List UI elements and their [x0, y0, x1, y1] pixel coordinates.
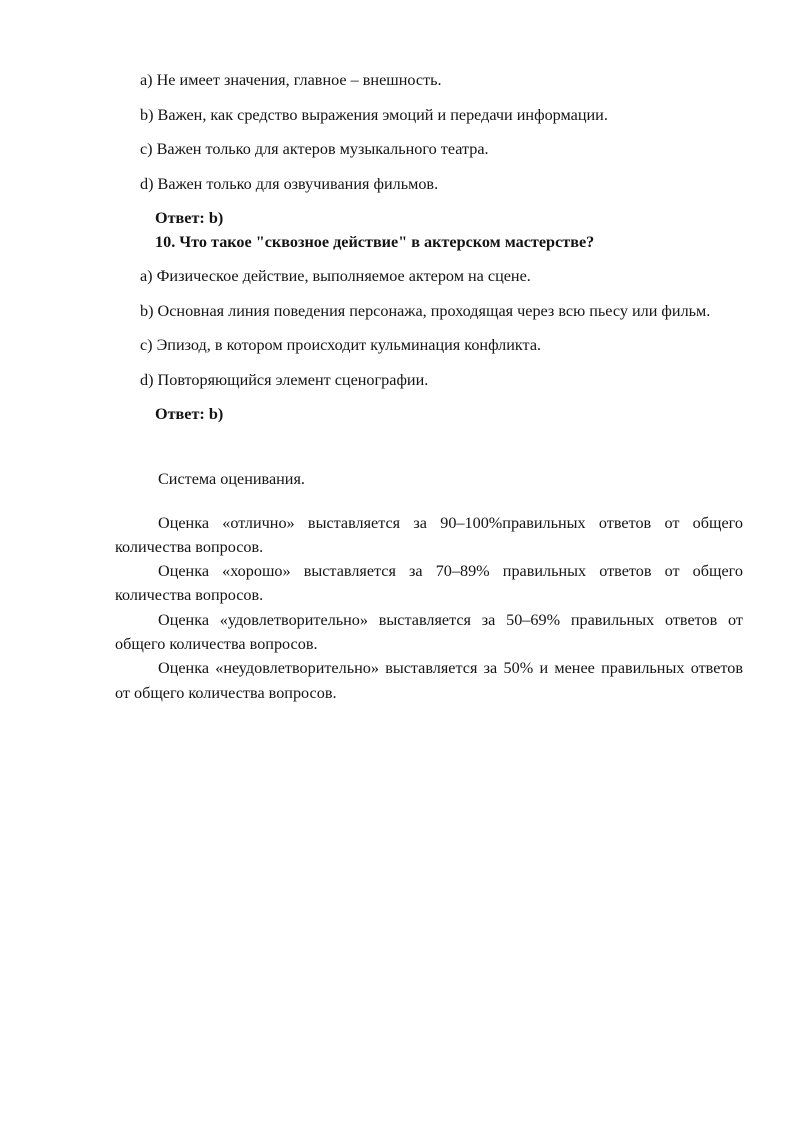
section-spacer	[115, 428, 743, 469]
option-item: b) Основная линия поведения персонажа, проходящая через всю пьесу или фильм.	[140, 301, 711, 320]
option-item: b) Важен, как средство выражения эмоций и передачи информации.	[140, 105, 608, 124]
option-item: a) Не имеет значения, главное – внешность.	[140, 71, 442, 89]
option-item: c) Эпизод, в котором происходит кульминация конфликта.	[140, 336, 542, 355]
option-item: d) Важен только для озвучивания фильмов.	[140, 174, 439, 193]
answer-line: Ответ: b)	[155, 209, 224, 228]
grading-criterion: Оценка «отлично» выставляется за 90–100%правильных ответов от общего количества вопросов.	[115, 513, 743, 556]
option-item: c) Важен только для актеров музыкального театра.	[140, 140, 489, 159]
option-item: d) Повторяющийся элемент сценографии.	[140, 370, 429, 389]
grading-criterion: Оценка «хорошо» выставляется за 70–89% правильных ответов от общего количества вопросов.	[115, 562, 743, 605]
answer-line: Ответ: b)	[155, 405, 224, 424]
page-content	[115, 70, 743, 705]
question-heading: 10. Что такое "сквозное действие" в актерском мастерстве?	[155, 232, 595, 251]
grading-criterion: Оценка «неудовлетворительно» выставляется за 50% и менее правильных ответов от общего количества вопросов.	[115, 659, 743, 702]
option-item: a) Физическое действие, выполняемое актером на сцене.	[140, 267, 531, 286]
grading-title: Система оценивания.	[158, 470, 305, 489]
grading-criterion: Оценка «удовлетворительно» выставляется за 50–69% правильных ответов от общего количества вопросов.	[115, 610, 743, 654]
